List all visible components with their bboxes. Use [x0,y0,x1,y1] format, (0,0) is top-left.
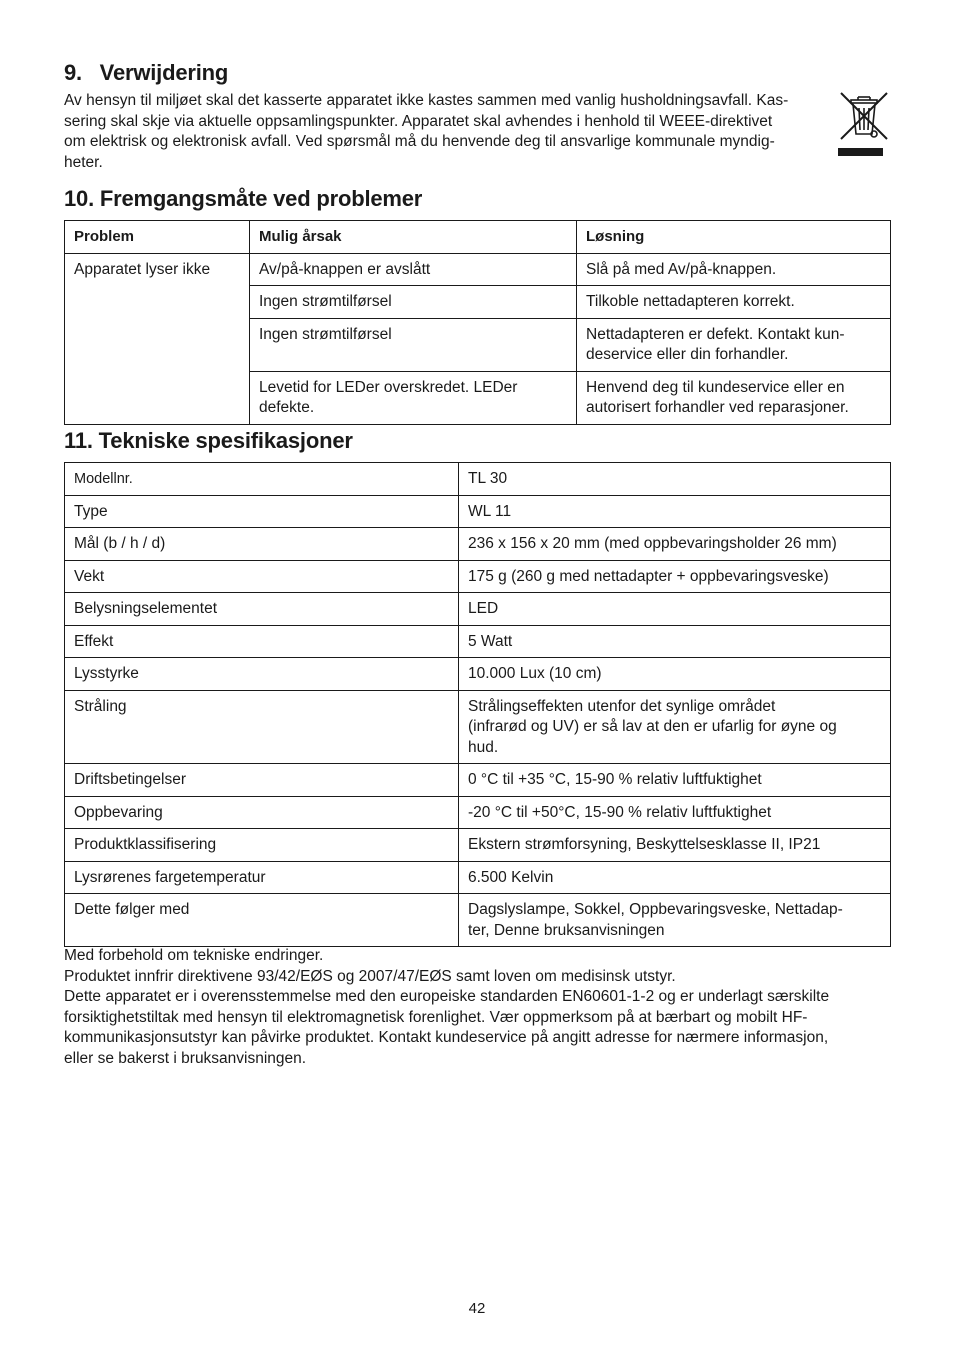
table-row [65,796,891,829]
text-line: heter. [64,153,103,171]
weee-crossed-bin-icon [838,90,890,158]
cell-line: LED [468,600,499,617]
table-header-row [65,221,891,254]
cell-line: 236 x 156 x 20 mm (med oppbevaringsholder 26 mm) [468,535,837,552]
text-line: kommunikasjonsutstyr kan påvirke produktet. Kontakt kundeservice på angitt adresse for nærmere informasjon, [64,1029,829,1046]
table-row [65,861,891,894]
spec-label-cell: Vekt [65,560,459,593]
cell-line: 0 °C til +35 °C, 15-90 % relativ luftfuktighet [468,771,762,788]
cell-line: Ingen strømtilførsel [259,325,392,343]
text-line: Av hensyn til miljøet skal det kasserte apparatet ikke kastes sammen med vanlig husholdningsavfall. Kas- [64,92,789,109]
text-line: eller se bakerst i bruksanvisningen. [64,1049,307,1067]
spec-value-cell [459,528,891,561]
text-line: sering skal skje via aktuelle oppsamlingspunkter. Apparatet skal avhendes i henhold til WEEE-direktivet [64,112,773,130]
spec-label-cell: Mål (b / h / d) [65,528,459,561]
spec-value-cell [459,658,891,691]
table-row [65,829,891,862]
cell-line: Ingen strømtilførsel [259,293,392,310]
specifications-table [64,462,891,947]
cell-line: (infrarød og UV) er så lav at den er ufarlig for øyne og [468,718,837,735]
text-line: Dette apparatet er i overensstemmelse med den europeiske standarden EN60601-1-2 og er underlagt særskilte [64,988,830,1005]
section-9-text [64,91,834,173]
table-row [65,495,891,528]
text-line: forsiktighetstiltak med hensyn til elektromagnetisk forenlighet. Vær oppmerksom på at bærbart og mobilt HF- [64,1008,808,1026]
cell-line: Tilkoble nettadapteren korrekt. [586,293,795,310]
section-9-heading: 9. Verwijdering [64,60,229,85]
cell-line: Slå på med Av/på-knappen. [586,260,777,278]
cell-line: Av/på-knappen er avslått [259,260,431,278]
spec-value-cell [459,894,891,947]
spec-value-cell [459,764,891,797]
section-10-heading: 10. Fremgangsmåte ved problemer [64,186,423,211]
column-header: Mulig årsak [250,221,577,254]
text-line: Produktet innfrir direktivene 93/42/EØS og 2007/47/EØS samt loven om medisinsk utstyr. [64,967,676,985]
column-header: Løsning [577,221,891,254]
spec-label-cell: Modellnr. [65,463,459,496]
spec-value-cell [459,495,891,528]
section-11-heading: 11. Tekniske spesifikasjoner [64,428,353,453]
text-line: Med forbehold om tekniske endringer. [64,947,324,964]
spec-value-cell [459,796,891,829]
cell-line: deservice eller din forhandler. [586,346,789,363]
spec-value-cell [459,463,891,496]
solution-cell [577,253,891,286]
table-row [65,894,891,947]
table-row [65,253,891,286]
cell-line: 175 g (260 g med nettadapter + oppbevaringsveske) [468,567,829,585]
troubleshooting-table [64,220,891,425]
table-row [65,658,891,691]
solution-cell [577,286,891,319]
spec-label-cell: Type [65,495,459,528]
spec-value-cell [459,625,891,658]
solution-cell [577,371,891,424]
cell-line: -20 °C til +50°C, 15-90 % relativ luftfuktighet [468,803,772,821]
column-header: Problem [65,221,250,254]
table-row [65,560,891,593]
spec-label-cell: Oppbevaring [65,796,459,829]
spec-label-cell: Lysstyrke [65,658,459,691]
cell-line: Dagslyslampe, Sokkel, Oppbevaringsveske, Nettadap- [468,901,843,918]
spec-label-cell: Belysningselementet [65,593,459,626]
spec-label-cell: Stråling [65,690,459,764]
cell-line: 10.000 Lux (10 cm) [468,665,602,682]
cell-line: 5 Watt [468,632,513,650]
cell-line: defekte. [259,399,315,416]
cause-cell [250,253,577,286]
table-row [65,764,891,797]
spec-label-cell: Effekt [65,625,459,658]
table-row [65,593,891,626]
cell-line: Henvend deg til kundeservice eller en [586,378,845,396]
cell-line: autorisert forhandler ved reparasjoner. [586,399,849,416]
table-row [65,690,891,764]
spec-label-cell: Produktklassifisering [65,829,459,862]
spec-label-cell: Driftsbetingelser [65,764,459,797]
cell-line: 6.500 Kelvin [468,868,554,886]
cause-cell [250,318,577,371]
text-line: om elektrisk og elektronisk avfall. Ved spørsmål må du henvende deg til ansvarlige kommunale myndig- [64,133,775,150]
table-row [65,625,891,658]
cell-line: ter, Denne bruksanvisningen [468,921,665,939]
footer-notes [64,946,890,1069]
cell-line: WL 11 [468,502,512,520]
cell-line: hud. [468,738,499,756]
solution-cell [577,318,891,371]
table-row [65,463,891,496]
table-row [65,528,891,561]
cell-line: Nettadapteren er defekt. Kontakt kun- [586,325,845,343]
spec-label-cell: Dette følger med [65,894,459,947]
spec-label-cell: Lysrørenes fargetemperatur [65,861,459,894]
spec-value-cell [459,829,891,862]
spec-value-cell [459,560,891,593]
problem-cell: Apparatet lyser ikke [65,253,250,424]
cell-line: Strålingseffekten utenfor det synlige området [468,697,776,715]
cause-cell [250,371,577,424]
cell-line: Levetid for LEDer overskredet. LEDer [259,378,518,396]
spec-value-cell [459,690,891,764]
spec-value-cell [459,593,891,626]
page-number: 42 [468,1300,486,1317]
cell-line: Ekstern strømforsyning, Beskyttelsesklasse II, IP21 [468,836,821,853]
cell-line: TL 30 [468,470,508,487]
cause-cell [250,286,577,319]
spec-value-cell [459,861,891,894]
